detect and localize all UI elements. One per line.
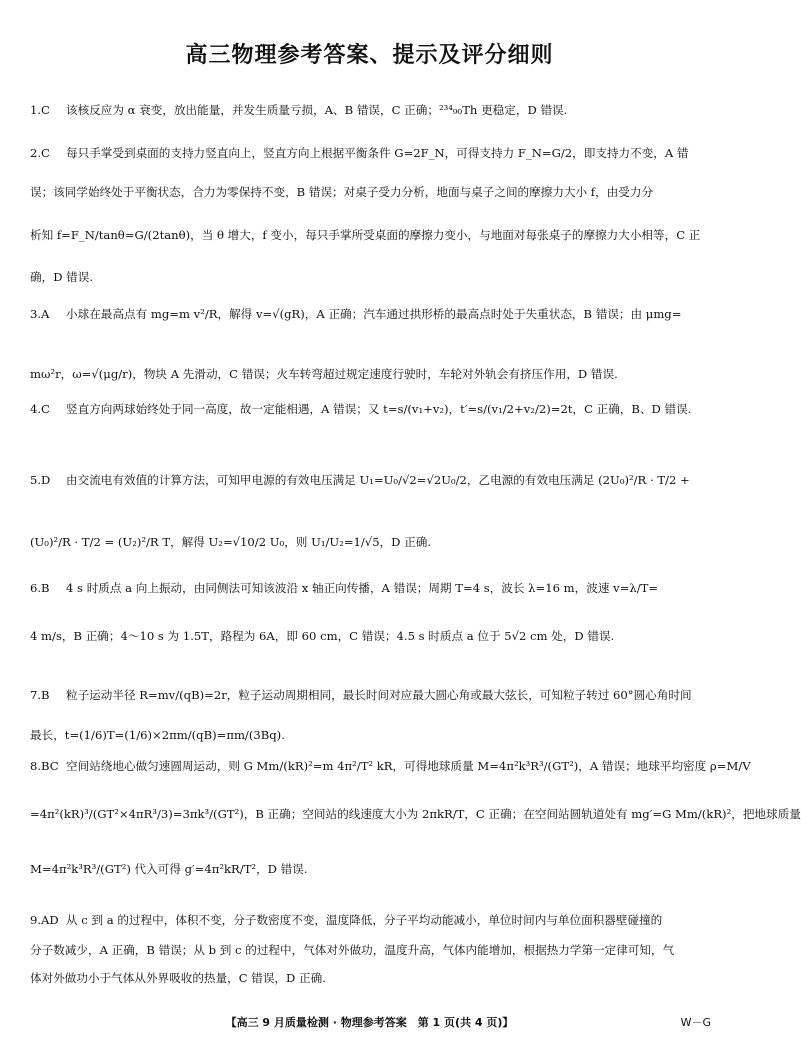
answer-number: 6.B [30,581,50,595]
answer-line [30,229,720,243]
answer-line [30,807,801,822]
page-footer: 【高三 9 月质量检测 · 物理参考答案 第 1 页(共 4 页)】 [225,1016,514,1029]
answer-line [30,186,720,200]
answer-number: 8.BC [30,759,59,773]
answer-line [30,944,720,958]
answer-line [30,368,720,382]
answer-line [30,863,720,877]
answer-text: mω²r，ω=√(μg/r)，物块 A 先滑动，C 错误；火车转弯超过规定速度行驶时，车轮对外轨会有挤压作用，D 错误. [30,367,618,381]
answer-line [30,147,720,161]
answer-text: 确，D 错误. [30,270,94,284]
answer-text: M=4π²k³R³/(GT²) 代入可得 g′=4π²kR/T²，D 错误. [30,862,308,876]
answer-number: 7.B [30,688,50,702]
answer-text: 最长，t=(1/6)T=(1/6)×2πm/(qB)=πm/(3Bq). [30,728,285,742]
answer-line [30,308,720,322]
answer-number: 2.C [30,146,50,160]
answer-number: 3.A [30,307,50,321]
answer-number: 5.D [30,473,51,487]
answer-text: 竖直方向两球始终处于同一高度，故一定能相遇，A 错误；又 t=s/(v₁+v₂)，t′=s/(v₁/2+v₂/2)=2t，C 正确，B、D 错误. [66,402,692,416]
answer-number: 9.AD [30,913,59,927]
answer-text: 由交流电有效值的计算方法，可知甲电源的有效电压满足 U₁=U₀/√2=√2U₀/2，乙电源的有效电压满足 (2U₀)²/R · T/2 + [66,473,690,487]
answer-number: 1.C [30,103,50,117]
doc-code: W－G [680,1016,711,1029]
answer-text: 体对外做功小于气体从外界吸收的热量，C 错误，D 正确. [30,971,326,985]
answer-text: 误；该同学始终处于平衡状态，合力为零保持不变，B 错误；对桌子受力分析，地面与桌子之间的摩擦力大小 f，由受力分 [30,185,654,199]
answer-text: (U₀)²/R · T/2 = (U₂)²/R T，解得 U₂=√10/2 U₀，则 U₁/U₂=1/√5，D 正确. [30,535,432,549]
answer-number: 4.C [30,402,50,416]
page-title: 高三物理参考答案、提示及评分细则 [185,43,554,68]
answer-line [30,972,720,986]
answer-text: 析知 f=F_N/tanθ=G/(2tanθ)，当 θ 增大，f 变小，每只手掌所受桌面的摩擦力变小，与地面对每张桌子的摩擦力大小相等，C 正 [30,228,701,242]
answer-text: =4π²(kR)³/(GT²×4πR³/3)=3πk³/(GT²)，B 正确；空间站的线速度大小为 2πkR/T，C 正确；在空间站圆轨道处有 mg′=G Mm/(kR)²，把地球质量 [30,807,801,821]
answer-line [30,104,720,118]
answer-text: 粒子运动半径 R=mv/(qB)=2r，粒子运动周期相同，最长时间对应最大圆心角或最大弦长，可知粒子转过 60°圆心角时间 [66,688,692,702]
answer-line [30,474,720,488]
answer-text: 该核反应为 α 衰变，放出能量，并发生质量亏损，A、B 错误，C 正确；²³⁴₉₀Th 更稳定，D 错误. [66,103,568,117]
answer-line [30,271,720,285]
answer-line [30,582,720,596]
answer-text: 4 s 时质点 a 向上振动，由同侧法可知该波沿 x 轴正向传播，A 错误；周期 T=4 s，波长 λ=16 m，波速 v=λ/T= [66,581,659,595]
answer-text: 每只手掌受到桌面的支持力竖直向上，竖直方向上根据平衡条件 G=2F_N，可得支持力 F_N=G/2，即支持力不变，A 错 [66,146,689,160]
answer-line [30,536,720,550]
answer-line [30,630,720,644]
answer-text: 从 c 到 a 的过程中，体积不变，分子数密度不变，温度降低，分子平均动能减小，单位时间内与单位面积器壁碰撞的 [66,913,663,927]
answer-text: 小球在最高点有 mg=m v²/R，解得 v=√(gR)，A 正确；汽车通过拱形桥的最高点时处于失重状态，B 错误；由 μmg= [66,307,682,321]
answer-line [30,689,720,703]
answer-line [30,914,720,928]
answer-line [30,759,751,774]
answer-text: 空间站绕地心做匀速圆周运动，则 G Mm/(kR)²=m 4π²/T² kR，可得地球质量 M=4π²k³R³/(GT²)，A 错误；地球平均密度 ρ=M/V [66,759,751,773]
answer-line [30,729,720,743]
answer-text: 分子数减少，A 正确，B 错误；从 b 到 c 的过程中，气体对外做功，温度升高，气体内能增加，根据热力学第一定律可知，气 [30,943,675,957]
answer-line [30,403,720,417]
answer-text: 4 m/s，B 正确；4～10 s 为 1.5T，路程为 6A，即 60 cm，C 错误；4.5 s 时质点 a 位于 5√2 cm 处，D 错误. [30,629,615,643]
